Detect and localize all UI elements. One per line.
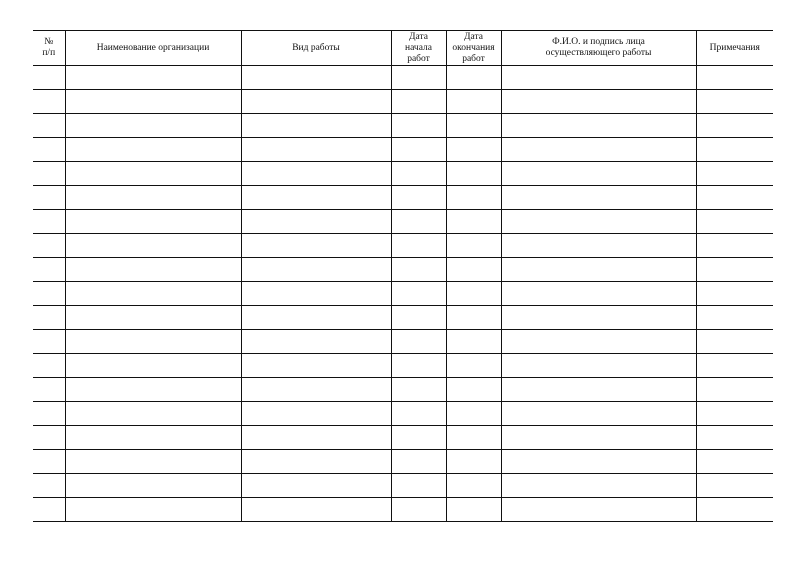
table-cell[interactable] xyxy=(446,210,501,234)
table-cell[interactable] xyxy=(501,474,696,498)
table-cell[interactable] xyxy=(33,474,65,498)
table-cell[interactable] xyxy=(501,426,696,450)
table-cell[interactable] xyxy=(446,114,501,138)
col-header-number: № п/п xyxy=(33,31,65,66)
table-cell[interactable] xyxy=(446,282,501,306)
table-cell[interactable] xyxy=(33,498,65,522)
table-cell[interactable] xyxy=(391,234,446,258)
table-cell[interactable] xyxy=(391,162,446,186)
table-cell[interactable] xyxy=(65,378,241,402)
table-cell[interactable] xyxy=(391,66,446,90)
table-cell[interactable] xyxy=(446,402,501,426)
table-cell[interactable] xyxy=(391,402,446,426)
table-cell[interactable] xyxy=(33,354,65,378)
table-cell[interactable] xyxy=(501,186,696,210)
table-cell[interactable] xyxy=(241,114,391,138)
col-header-organization: Наименование организации xyxy=(65,31,241,66)
table-cell[interactable] xyxy=(241,162,391,186)
table-cell[interactable] xyxy=(501,402,696,426)
table-cell[interactable] xyxy=(446,90,501,114)
table-cell[interactable] xyxy=(501,282,696,306)
table-cell[interactable] xyxy=(446,186,501,210)
table-cell[interactable] xyxy=(501,378,696,402)
table-cell[interactable] xyxy=(241,330,391,354)
table-cell[interactable] xyxy=(446,450,501,474)
table-cell[interactable] xyxy=(696,234,773,258)
table-row xyxy=(33,210,773,234)
table-cell[interactable] xyxy=(446,330,501,354)
table-cell[interactable] xyxy=(33,90,65,114)
table-cell[interactable] xyxy=(65,450,241,474)
table-cell[interactable] xyxy=(501,258,696,282)
table-cell[interactable] xyxy=(241,258,391,282)
header-row xyxy=(33,31,773,66)
table-cell[interactable] xyxy=(65,474,241,498)
table-cell[interactable] xyxy=(391,210,446,234)
table-cell[interactable] xyxy=(391,378,446,402)
table-cell[interactable] xyxy=(696,354,773,378)
table-row xyxy=(33,162,773,186)
table-cell[interactable] xyxy=(446,258,501,282)
table-cell[interactable] xyxy=(391,498,446,522)
table-cell[interactable] xyxy=(33,210,65,234)
table-cell[interactable] xyxy=(696,90,773,114)
table-cell[interactable] xyxy=(446,474,501,498)
table-cell[interactable] xyxy=(391,474,446,498)
table-cell[interactable] xyxy=(241,282,391,306)
table-cell[interactable] xyxy=(65,282,241,306)
table-cell[interactable] xyxy=(33,402,65,426)
table-cell[interactable] xyxy=(65,162,241,186)
table-row xyxy=(33,234,773,258)
table-cell[interactable] xyxy=(33,450,65,474)
table-row xyxy=(33,330,773,354)
table-cell[interactable] xyxy=(33,138,65,162)
table-cell[interactable] xyxy=(241,306,391,330)
table-cell[interactable] xyxy=(391,306,446,330)
table-cell[interactable] xyxy=(65,354,241,378)
table-cell[interactable] xyxy=(696,378,773,402)
table-row xyxy=(33,474,773,498)
table-row xyxy=(33,258,773,282)
table-cell[interactable] xyxy=(446,498,501,522)
table-cell[interactable] xyxy=(33,258,65,282)
table-cell[interactable] xyxy=(696,258,773,282)
table-row xyxy=(33,90,773,114)
table-cell[interactable] xyxy=(446,234,501,258)
table-row xyxy=(33,66,773,90)
table-cell[interactable] xyxy=(696,210,773,234)
table-cell[interactable] xyxy=(696,138,773,162)
table-cell[interactable] xyxy=(33,426,65,450)
table-row xyxy=(33,354,773,378)
work-log-table xyxy=(33,30,773,522)
table-cell[interactable] xyxy=(33,282,65,306)
table-cell[interactable] xyxy=(33,378,65,402)
table-cell[interactable] xyxy=(501,498,696,522)
table-cell[interactable] xyxy=(65,426,241,450)
table-cell[interactable] xyxy=(65,402,241,426)
table-cell[interactable] xyxy=(696,66,773,90)
table-cell[interactable] xyxy=(446,354,501,378)
table-cell[interactable] xyxy=(65,90,241,114)
table-cell[interactable] xyxy=(65,66,241,90)
table-cell[interactable] xyxy=(65,234,241,258)
table-cell[interactable] xyxy=(501,306,696,330)
table-row xyxy=(33,186,773,210)
table-cell[interactable] xyxy=(391,330,446,354)
table-cell[interactable] xyxy=(501,90,696,114)
table-row xyxy=(33,450,773,474)
table-cell[interactable] xyxy=(33,186,65,210)
col-header-start-date: Дата начала работ xyxy=(391,31,446,66)
table-cell[interactable] xyxy=(696,282,773,306)
table-cell[interactable] xyxy=(696,114,773,138)
table-cell[interactable] xyxy=(391,450,446,474)
table-cell[interactable] xyxy=(65,114,241,138)
table-cell[interactable] xyxy=(391,282,446,306)
table-cell[interactable] xyxy=(696,402,773,426)
table-cell[interactable] xyxy=(501,138,696,162)
col-header-end-date: Дата окончания работ xyxy=(446,31,501,66)
table-cell[interactable] xyxy=(65,210,241,234)
table-row xyxy=(33,114,773,138)
table-cell[interactable] xyxy=(65,306,241,330)
table-cell[interactable] xyxy=(241,426,391,450)
table-cell[interactable] xyxy=(696,330,773,354)
table-body xyxy=(33,66,773,522)
table-cell[interactable] xyxy=(33,234,65,258)
table-cell[interactable] xyxy=(696,426,773,450)
table-cell[interactable] xyxy=(241,498,391,522)
col-header-work-type: Вид работы xyxy=(241,31,391,66)
table-cell[interactable] xyxy=(241,450,391,474)
journal-sheet xyxy=(33,30,773,522)
table-cell[interactable] xyxy=(241,186,391,210)
table-cell[interactable] xyxy=(65,330,241,354)
table-cell[interactable] xyxy=(446,378,501,402)
table-cell[interactable] xyxy=(501,330,696,354)
table-cell[interactable] xyxy=(241,234,391,258)
table-cell[interactable] xyxy=(696,162,773,186)
table-cell[interactable] xyxy=(446,306,501,330)
table-cell[interactable] xyxy=(501,114,696,138)
table-cell[interactable] xyxy=(65,258,241,282)
table-cell[interactable] xyxy=(33,114,65,138)
table-row xyxy=(33,138,773,162)
table-cell[interactable] xyxy=(391,426,446,450)
table-cell[interactable] xyxy=(696,450,773,474)
table-cell[interactable] xyxy=(33,162,65,186)
table-cell[interactable] xyxy=(391,258,446,282)
col-header-responsible-person: Ф.И.О. и подпись лица осуществляющего работы xyxy=(501,31,696,66)
table-row xyxy=(33,426,773,450)
table-cell[interactable] xyxy=(65,138,241,162)
table-cell[interactable] xyxy=(696,306,773,330)
table-cell[interactable] xyxy=(501,162,696,186)
table-cell[interactable] xyxy=(696,498,773,522)
table-cell[interactable] xyxy=(391,90,446,114)
table-row xyxy=(33,402,773,426)
table-cell[interactable] xyxy=(241,210,391,234)
table-cell[interactable] xyxy=(501,210,696,234)
table-cell[interactable] xyxy=(446,162,501,186)
table-cell[interactable] xyxy=(391,354,446,378)
table-cell[interactable] xyxy=(33,66,65,90)
table-cell[interactable] xyxy=(65,498,241,522)
table-cell[interactable] xyxy=(696,186,773,210)
table-row xyxy=(33,378,773,402)
table-cell[interactable] xyxy=(391,114,446,138)
table-cell[interactable] xyxy=(241,138,391,162)
table-cell[interactable] xyxy=(33,306,65,330)
table-cell[interactable] xyxy=(241,354,391,378)
table-cell[interactable] xyxy=(241,474,391,498)
table-cell[interactable] xyxy=(446,426,501,450)
table-cell[interactable] xyxy=(241,90,391,114)
table-row xyxy=(33,306,773,330)
table-cell[interactable] xyxy=(241,378,391,402)
table-cell[interactable] xyxy=(33,330,65,354)
table-cell[interactable] xyxy=(501,450,696,474)
table-cell[interactable] xyxy=(65,186,241,210)
table-cell[interactable] xyxy=(241,66,391,90)
table-cell[interactable] xyxy=(241,402,391,426)
table-cell[interactable] xyxy=(391,138,446,162)
table-cell[interactable] xyxy=(501,66,696,90)
table-cell[interactable] xyxy=(446,66,501,90)
table-cell[interactable] xyxy=(696,474,773,498)
table-cell[interactable] xyxy=(501,234,696,258)
table-cell[interactable] xyxy=(391,186,446,210)
col-header-notes: Примечания xyxy=(696,31,773,66)
table-cell[interactable] xyxy=(501,354,696,378)
table-cell[interactable] xyxy=(446,138,501,162)
table-row xyxy=(33,498,773,522)
table-row xyxy=(33,282,773,306)
